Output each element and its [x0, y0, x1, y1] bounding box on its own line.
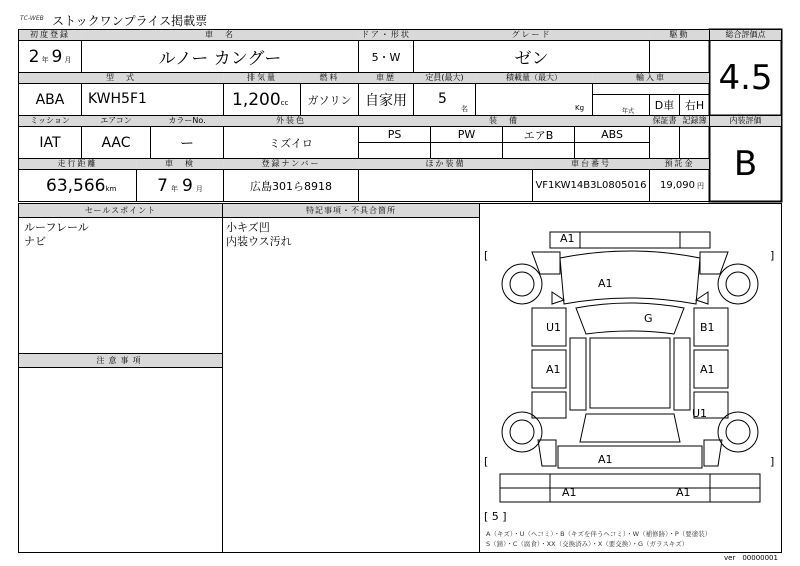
grade-value: ゼン — [514, 49, 549, 69]
mark-left-fender: U1 — [546, 321, 562, 334]
label-inspection: 車 検 — [137, 159, 223, 169]
label-first-reg: 初度登録 — [19, 30, 81, 40]
mark-right-fender: B1 — [700, 321, 715, 334]
label-import: 輸入車 — [593, 73, 709, 83]
equip-pw: PW — [457, 128, 476, 141]
color-no-value: ー — [180, 135, 194, 152]
d-car: D車 — [654, 99, 675, 112]
label-load: 積載量（最大） — [476, 73, 592, 83]
note-item: 内装ウス汚れ — [226, 235, 292, 248]
label-equipment: 装 備 — [359, 116, 649, 126]
mark-rear-bumper-left: A1 — [562, 486, 577, 499]
door-value: 5・W — [371, 50, 401, 64]
mission-value: IAT — [39, 134, 61, 151]
aircon-value: AAC — [101, 134, 131, 151]
mark-left-door: A1 — [546, 363, 561, 376]
unit-km: km — [105, 185, 117, 193]
version: ver 00000001 — [724, 554, 778, 562]
unit-year: 年 — [41, 55, 49, 64]
mark-right-rear: U1 — [692, 407, 708, 420]
fuel-value: ガソリン — [307, 93, 352, 107]
plate-value: 広島301ら8918 — [250, 179, 332, 193]
label-records: 記録簿 — [680, 116, 709, 126]
label-caution: 注意事項 — [19, 354, 222, 367]
label-color-no: カラーNo. — [151, 116, 223, 126]
insp-month: 9 — [182, 175, 193, 196]
label-door: ドア・形状 — [359, 30, 413, 40]
mark-rear-bumper-right: A1 — [676, 486, 691, 499]
sales-point-item: ルーフレール — [24, 221, 89, 234]
mileage-value: 63,566 — [46, 176, 106, 196]
steering: 右H — [684, 99, 705, 112]
bracket-front-right: ] — [770, 249, 775, 262]
label-notes: 特記事項・不具合箇所 — [223, 204, 479, 217]
mark-hood: A1 — [598, 277, 613, 290]
unit-model-year: 年式 — [622, 108, 635, 115]
unit-month: 月 — [64, 55, 72, 64]
total-score: 4.5 — [718, 58, 773, 98]
label-capacity: 定員(最大) — [414, 73, 475, 83]
label-chassis-no: 車台番号 — [533, 159, 649, 169]
label-price: 預託金 — [650, 159, 709, 169]
label-vehicle: 車 名 — [82, 30, 358, 40]
label-exterior-color: 外装色 — [224, 116, 358, 126]
unit-kg: Kg — [575, 104, 585, 112]
history-value: 自家用 — [365, 92, 407, 109]
displacement-value: 1,200 — [232, 90, 281, 110]
reg-month: 9 — [51, 46, 63, 67]
label-total-score: 総合評価点 — [710, 30, 781, 40]
unit-insp-month: 月 — [195, 184, 203, 193]
bracket-bottom: [ 5 ] — [484, 510, 507, 523]
mark-right-door: A1 — [700, 363, 715, 376]
bracket-rear-left: [ — [484, 455, 489, 468]
note-item: 小キズ凹 — [226, 221, 270, 234]
reg-year: 2 — [28, 46, 40, 67]
page-title: ストックワンプライス掲載票 — [52, 14, 208, 28]
label-mileage: 走行距離 — [19, 159, 136, 169]
vehicle-name: ルノー カングー — [158, 49, 282, 69]
unit-cc: cc — [280, 99, 289, 107]
label-warranty: 保証書 — [650, 116, 679, 126]
unit-persons: 名 — [461, 105, 468, 113]
unit-yen: 円 — [697, 182, 704, 190]
mark-front-bumper: A1 — [560, 232, 575, 245]
interior-score: B — [733, 144, 758, 184]
exterior-color-value: ミズイロ — [269, 136, 313, 150]
label-interior-score: 内装評価 — [710, 116, 781, 126]
equip-airbag: エアB — [523, 128, 554, 142]
bracket-front-left: [ — [484, 249, 489, 262]
label-drive: 駆動 — [650, 30, 709, 40]
equip-abs: ABS — [601, 128, 623, 141]
equip-ps: PS — [387, 128, 402, 141]
model-prefix: ABA — [35, 91, 65, 108]
unit-insp-year: 年 — [171, 184, 178, 193]
label-grade: グレード — [414, 30, 649, 40]
label-displacement: 排気量 — [224, 73, 300, 83]
legend-line-1: A（キズ）・U（ヘコミ）・B（キズを伴うヘコミ）・W（補修跡）・P（要塗装） — [486, 530, 712, 538]
legend-line-2: S（錆）・C（腐食）・XX（交換済み）・X（要交換）・G（ガラスキズ） — [486, 540, 689, 548]
price-value: 19,090 — [660, 180, 695, 191]
car-condition-diagram — [480, 204, 781, 552]
mark-rear-hatch: A1 — [598, 453, 613, 466]
label-plate: 登録ナンバー — [224, 159, 358, 169]
label-mission: ミッション — [19, 116, 81, 126]
mark-windshield: G — [644, 312, 653, 325]
model-code: KWH5F1 — [88, 91, 147, 107]
bracket-rear-right: ] — [770, 455, 775, 468]
label-other-equipment: ほか装備 — [359, 159, 532, 169]
label-aircon: エアコン — [82, 116, 150, 126]
label-fuel: 燃料 — [301, 73, 358, 83]
logo: TC-WEB — [20, 15, 44, 22]
insp-year: 7 — [157, 175, 168, 196]
sales-point-item: ナビ — [24, 235, 46, 248]
capacity-value: 5 — [438, 91, 447, 107]
chassis-no-value: VF1KW14B3L0805016 — [535, 180, 647, 191]
label-model: 型 式 — [19, 73, 223, 83]
label-history: 車歴 — [359, 73, 413, 83]
label-sales-points: セールスポイント — [19, 204, 222, 217]
